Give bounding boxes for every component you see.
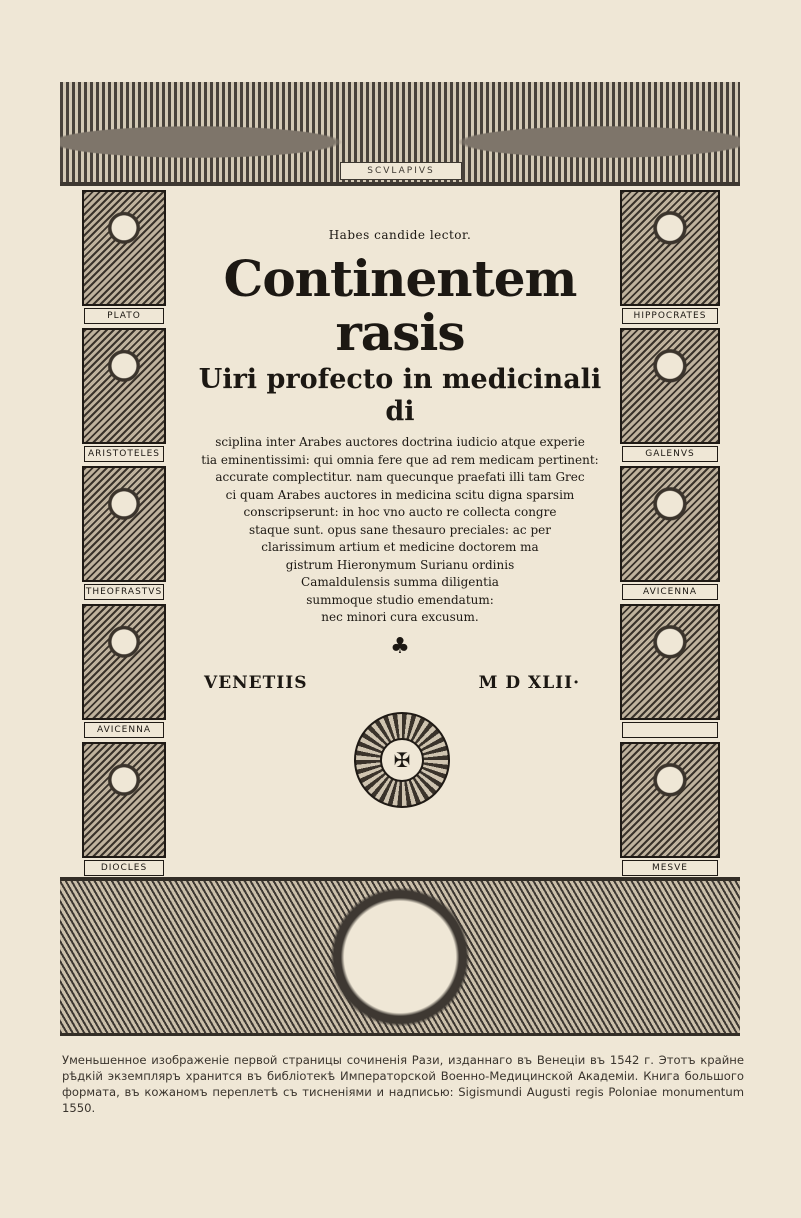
portrait-name-label: MESVE (622, 860, 718, 876)
portrait-name-label: GALENVS (622, 446, 718, 462)
portrait-name-label (622, 722, 718, 738)
body-line: nec minori cura excusum. (321, 610, 479, 624)
title-line-2: Uiri profecto in medicinali di (198, 364, 602, 427)
portrait-diocles (82, 742, 166, 873)
portrait-name-label: DIOCLES (84, 860, 164, 876)
body-line: ci quam Arabes auctores in medicina scitu digna sparsim (225, 487, 575, 502)
imprint-city: VENETIIS (204, 672, 308, 693)
body-line: tia eminentissimi: qui omnia fere que ad rem medicam pertinent: (201, 452, 599, 467)
left-portrait-column (82, 190, 166, 880)
body-line: accurate complectitur. nam quecunque praefati illi tam Grec (215, 470, 585, 484)
portrait-name-label: THEOFRASTVS (84, 584, 164, 600)
body-line: clarissimum artium et medicine doctorem ma (261, 540, 539, 554)
body-line: staque sunt. opus sane thesauro preciales: ac per (249, 522, 551, 537)
body-line: conscripserunt: in hoc vno aucto re collecta congre (243, 505, 557, 519)
right-portrait-column (620, 190, 720, 880)
portrait-galenus (620, 328, 720, 459)
woodcut-top-band (60, 82, 740, 186)
portrait-avicenna-right (620, 466, 720, 597)
portrait-unnamed (620, 604, 720, 720)
body-line: sciplina inter Arabes auctores doctrina iudicio atque experie (215, 435, 585, 449)
portrait-mesue (620, 742, 720, 873)
to-reader-line: Habes candide lector. (328, 228, 472, 242)
body-line: gistrum Hieronymum Surianu ordinis (285, 557, 515, 572)
portrait-aristoteles (82, 328, 166, 459)
library-seal-icon (354, 712, 450, 808)
title-line-1: Continentem rasis (223, 249, 577, 362)
portrait-name-label: AVICENNA (622, 584, 718, 600)
imprint-line (186, 673, 614, 697)
portrait-name-label: PLATO (84, 308, 164, 324)
printer-mark-icon: ♣ (390, 633, 410, 659)
portrait-hippocrates (620, 190, 720, 321)
seal-center-icon: ✠ (380, 738, 424, 782)
body-line: Camaldulensis summa diligentia (301, 575, 499, 589)
woodcut-bottom-scene (60, 877, 740, 1036)
caption-text: Уменьшенное изображеніе первой страницы сочиненія Рази, изданнаго въ Венеціи въ 1542 г. Этотъ крайне рѣдкій экземпляръ хранится въ библіотекѣ Императорской Военно-Медицинской Академіи. Книга большого формата, въ кожаномъ переплетѣ съ тисненіями и надписью: Sigismundi Augusti regis Poloniae monumentum 1550. (62, 1053, 744, 1115)
portrait-theofrastus (82, 466, 166, 597)
title-text-panel (186, 228, 614, 798)
top-tablet-label: SCVLAPIVS (340, 162, 462, 180)
title-body-text (186, 434, 614, 627)
portrait-avicenna-left (82, 604, 166, 735)
body-line: summoque studio emendatum: (306, 592, 494, 607)
portrait-name-label: AVICENNA (84, 722, 164, 738)
portrait-name-label: HIPPOCRATES (622, 308, 718, 324)
imprint-year: M D XLII· (478, 672, 580, 693)
portrait-name-label: ARISTOTELES (84, 446, 164, 462)
portrait-plato (82, 190, 166, 321)
